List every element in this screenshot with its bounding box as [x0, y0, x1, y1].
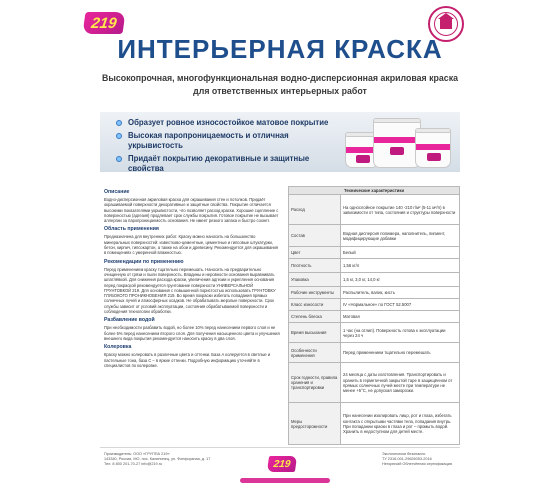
footer-line-text: Негорючий Облегчённая сертификация	[382, 462, 452, 467]
feature-item: Образует ровное износостойкое матовое покрытие	[116, 118, 336, 128]
specs-table-header: Технические характеристики	[289, 187, 460, 195]
bullet-icon	[116, 156, 122, 162]
spec-name: Цвет	[289, 247, 341, 259]
spec-value: Распылитель, валик, кисть	[341, 287, 460, 299]
spec-name: Расход	[289, 195, 341, 225]
table-row	[289, 225, 460, 247]
section-title: Область применения	[104, 226, 159, 233]
section-text: При необходимости разбавить водой, но более 10% перед нанесением первого слоя и не более 5% перед нанесением второго слоя. Для получения насыщенного цвета и улучшения внешнего вида покрытия рекомендуется наносить краску в два слоя.	[104, 325, 280, 341]
section-title: Колеровка	[104, 344, 132, 351]
table-row	[289, 195, 460, 225]
bucket-medium-image	[415, 128, 451, 168]
footer-line-text: Производитель: ООО «ГРУППА 219»	[104, 452, 170, 456]
spec-name: Срок годности, правила хранения и транспортировки	[289, 363, 341, 403]
footer-line-text: Экологически безопасно	[382, 452, 426, 456]
section-text: Предназначена для внутренних работ. Краску можно наносить на большинство минеральных поверхностей: известково-цементные, цементные и гипсовые штукатурки, бетон, кирпич, гипсокартон, а также на обои и древесину. Рекомендуется для окрашивания в помещениях с умеренной влажностью.	[104, 234, 278, 256]
spec-value: Водная дисперсия полимера, наполнитель, пигмент, модифицирующие добавки	[341, 225, 460, 247]
feature-item: Придаёт покрытию декоративные и защитные свойства	[116, 154, 336, 174]
spec-name: Степень блеска	[289, 311, 341, 323]
brush-stroke-decoration	[240, 478, 330, 483]
bullet-icon	[116, 120, 122, 126]
table-row	[289, 343, 460, 363]
section-title: Рекомендации по применению	[104, 258, 184, 265]
spec-name: Рабочие инструменты	[289, 287, 341, 299]
spec-name: Состав	[289, 225, 341, 247]
spec-value: IV «Нормальное» по ГОСТ 52.5007	[341, 299, 460, 311]
section-title: Разбавление водой	[104, 317, 155, 324]
footer-line-text: ТУ 2316-001-29626053-2016	[382, 457, 432, 462]
spec-name: Меры предосторожности	[289, 403, 341, 445]
feature-list	[116, 118, 336, 177]
page-subtitle: Высокопрочная, многофункциональная водно-дисперсионная акриловая краска для ответственных интерьерных работ	[102, 73, 458, 96]
footer-manufacturer	[104, 452, 244, 468]
spec-value: 24 месяца с даты изготовления. Транспортировать и хранить в герметичной закрытой таре в защищённом от прямых солнечных лучей месте при температуре не менее +5°С, не допуская заморозки.	[341, 363, 460, 403]
spec-name: Время высыхания	[289, 323, 341, 343]
table-row	[289, 247, 460, 259]
table-row	[289, 363, 460, 403]
specs-table	[288, 186, 460, 445]
table-row	[289, 259, 460, 273]
product-image	[343, 114, 453, 170]
spec-name: Упаковка	[289, 273, 341, 287]
brand-logo: 219	[82, 12, 125, 34]
table-row	[289, 403, 460, 445]
table-row	[289, 299, 460, 311]
footer-brand-logo: 219	[267, 456, 297, 472]
spec-value: Матовая	[341, 311, 460, 323]
spec-value: Перед применением тщательно перемешать	[341, 343, 460, 363]
table-row	[289, 273, 460, 287]
spec-value: 1,56 кг/л	[341, 259, 460, 273]
spec-value: 1,5 кг, 3,0 кг, 14,0 кг	[341, 273, 460, 287]
table-row	[289, 323, 460, 343]
footer-line-text: Тел. 8 800 201-70-27 info@219.ru	[104, 462, 163, 467]
description-column	[104, 186, 280, 370]
spec-value: На однослойное покрытие 140 -210 г/м² (5-11 м²/л) в зависимости от типа, состояния и структуры поверхности	[341, 195, 460, 225]
section-text: Перед применением краску тщательно перемешать. Наносить на предварительно очищенную от грязи и пыли поверхность. Впадины и неровности основания выравнивать шпатлёвкой. Для снижения расхода краски, увеличения адгезии и укрепления основания перед покраской рекомендуется грунтование поверхности УНИВЕРСАЛЬНОЙ ГРУНТОВКОЙ 219. Для основания с повышенной пористостью использовать ГРУНТОВКУ ГЛУБОКОГО ПРОНИКНОВЕНИЯ 219. Во время покраски избегать попадания прямых солнечных лучей и атмосферных осадков. Не обрабатывать мерзлые поверхности. Срок службы зависит от условий эксплуатации, состояния обрабатываемой поверхности и соблюдения технологии обработки.	[104, 266, 276, 315]
section-text: Водно-дисперсионная акриловая краска для окрашивания стен и потолков. Придаёт окрашиваемой поверхности декоративные и защитные свойства. Покрытие отличается высокими показателями укрывистости, что позволяет расход краски. Хорошие сцепление с поверхностью (адгезия) продлевает срок службы покрытия. Готовое покрытие не вызывает аллергии за паропроницаемость основания. Не имеет резкого запаха и быстро сохнет.	[104, 197, 279, 224]
bucket-large-image	[373, 118, 421, 168]
table-row	[289, 311, 460, 323]
feature-item: Высокая паропроницаемость и отличная укрывистость	[116, 131, 336, 151]
section-title: Описание	[104, 189, 130, 195]
spec-value: 1 час (на отлип). Поверхность готова к эксплуатации через 24 ч	[341, 323, 460, 343]
page-title: ИНТЕРЬЕРНАЯ КРАСКА	[117, 34, 443, 64]
spec-value: Белый	[341, 247, 460, 259]
spec-name: Класс износости	[289, 299, 341, 311]
footer-line-text: 143340, Россия, МО, пос. Калининец, ул. Фонфорзная, д. 17	[104, 457, 211, 462]
table-row	[289, 287, 460, 299]
section-text: Краску можно колеровать в различные цвета и оттенки. База А колеруется в светлые и пастельные тона, база С – в яркие оттенки. Подробную информацию уточняйте в специалистов по колеровке.	[104, 352, 271, 368]
footer-divider	[100, 447, 460, 448]
spec-value: При нанесении изолировать лицо, рот и глаза, избегать контакта с открытыми частями тела, попадания внутрь. При попадании краски в глаза и рот – промыть водой. Хранить в недоступном для детей месте.	[341, 403, 460, 445]
spec-name: Плотность	[289, 259, 341, 273]
spec-name: Особенности применения	[289, 343, 341, 363]
footer-certification	[382, 452, 462, 468]
bullet-icon	[116, 133, 122, 139]
